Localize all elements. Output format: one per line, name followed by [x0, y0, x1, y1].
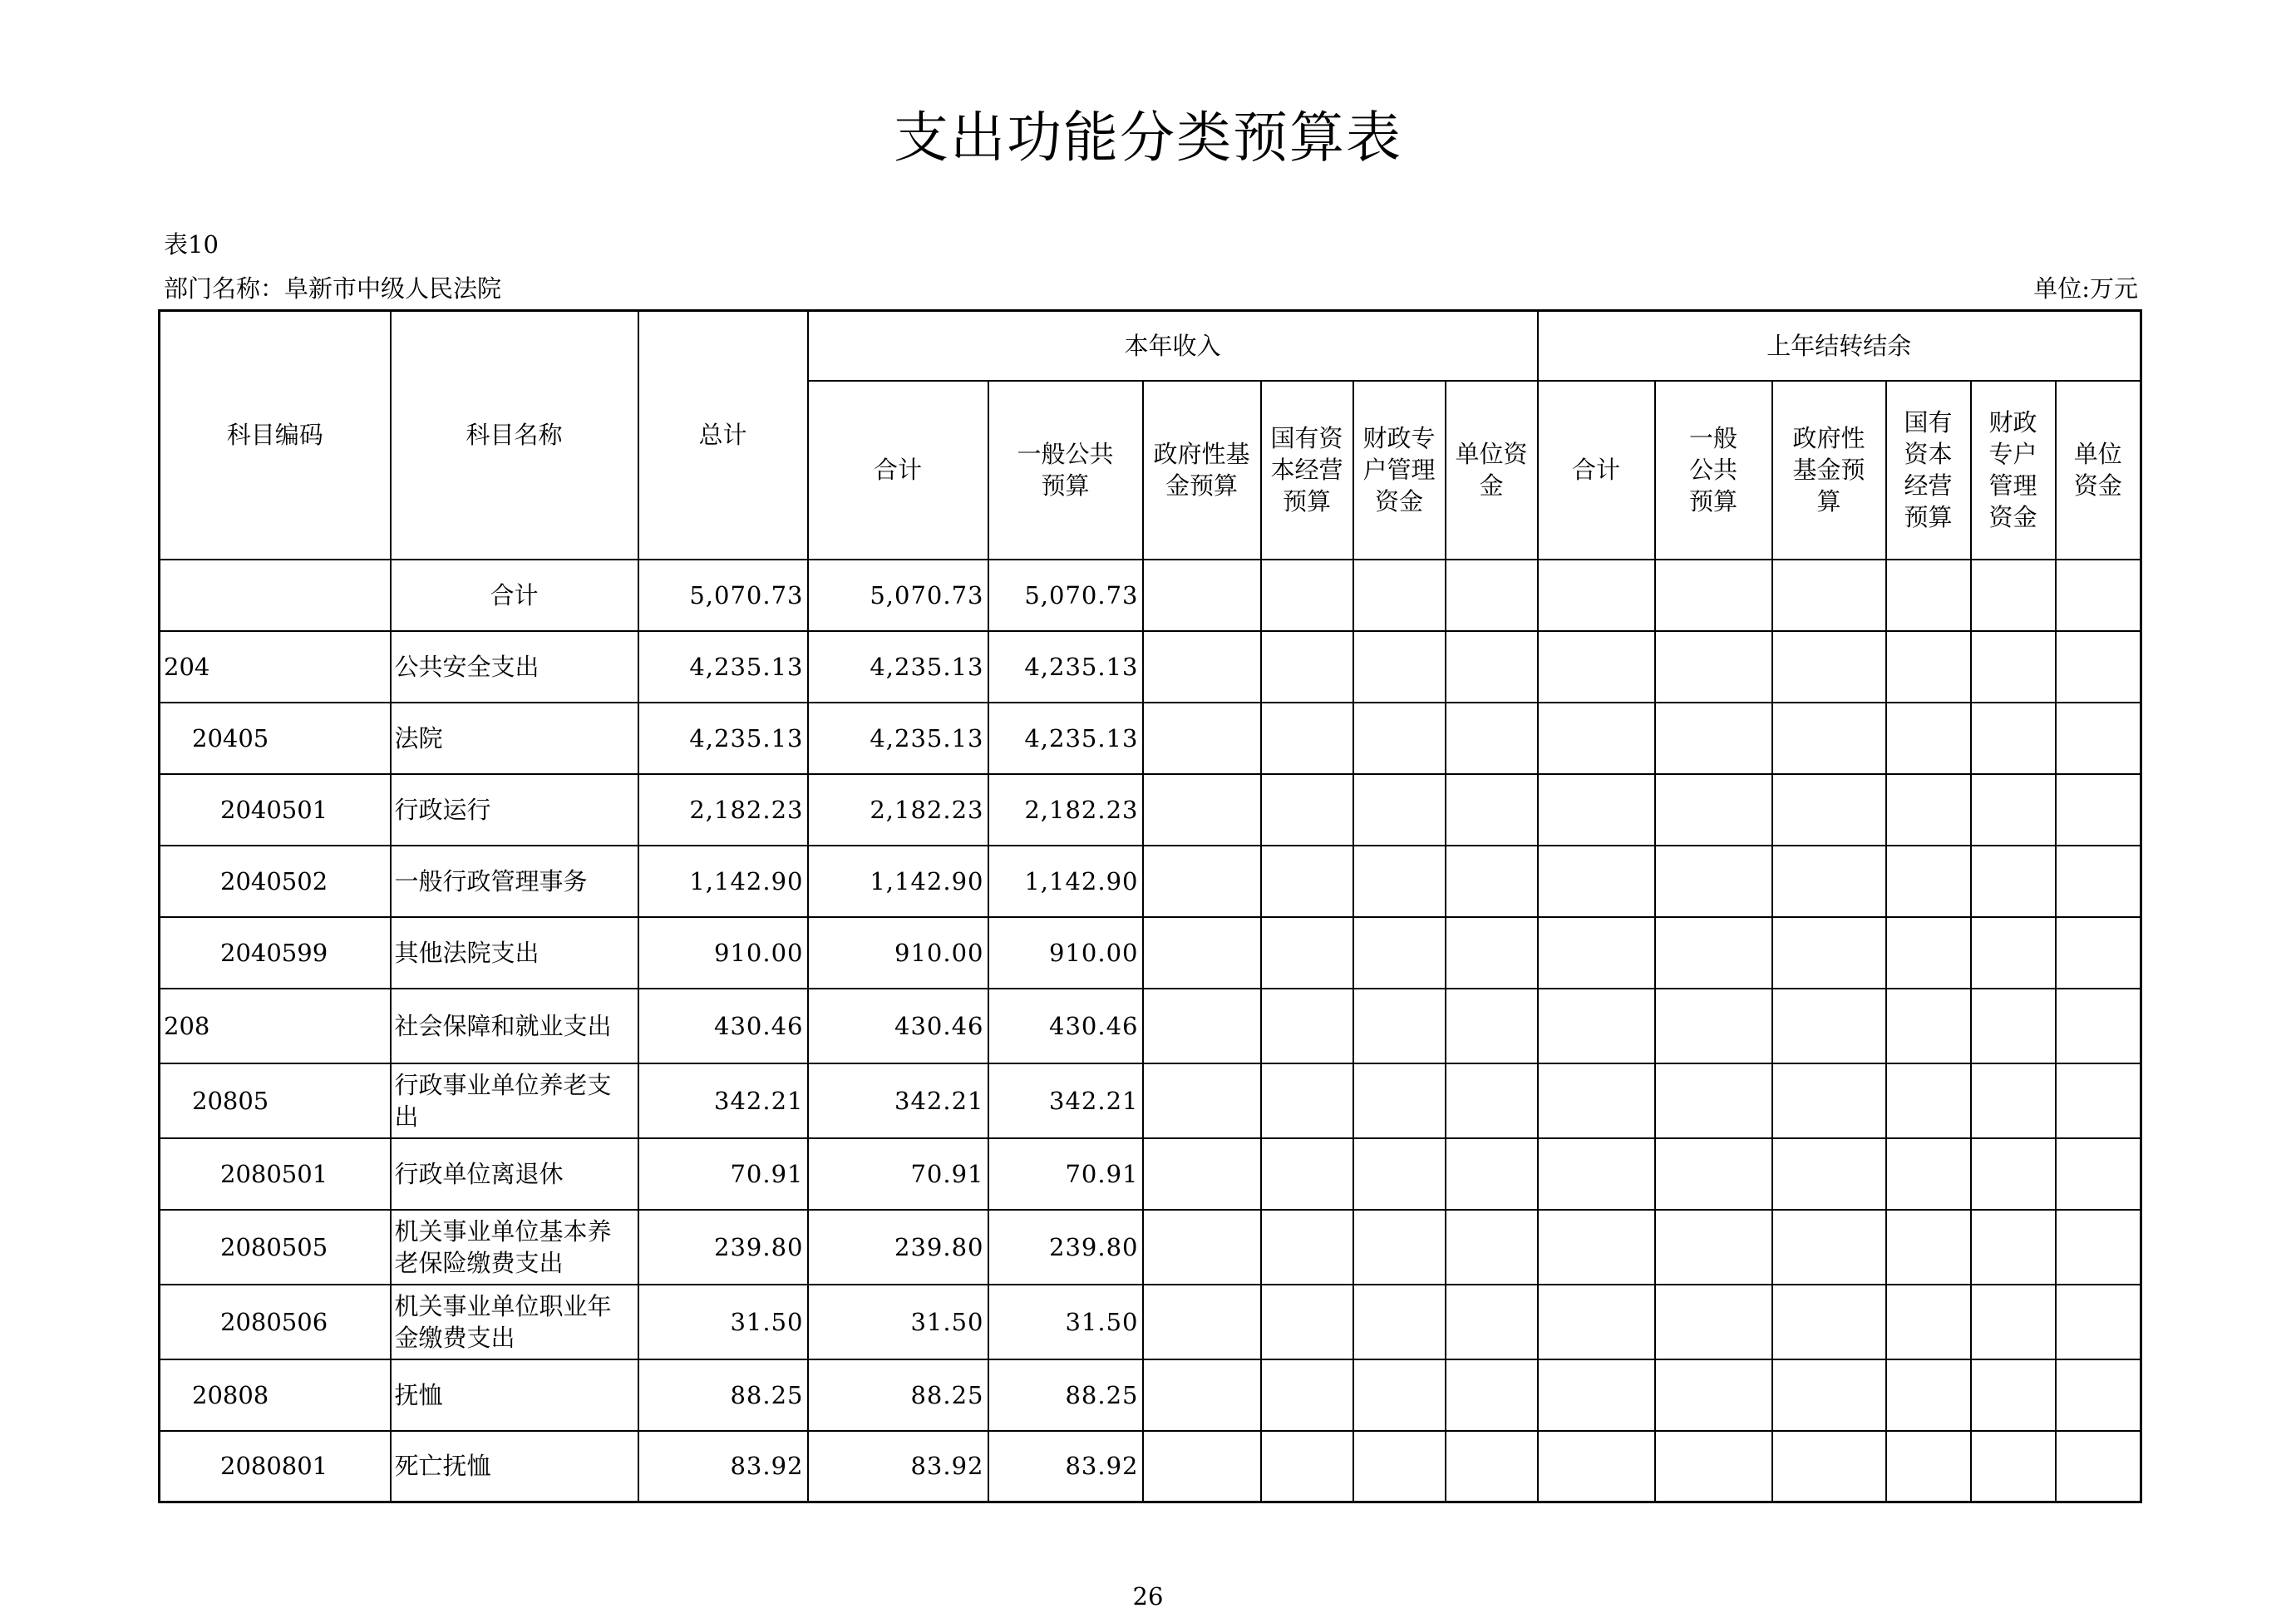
row-code: 2040599 — [160, 917, 391, 989]
row-empty-cell — [1261, 1431, 1353, 1502]
row-empty-cell — [1261, 989, 1353, 1063]
row-empty-cell — [2056, 560, 2141, 631]
row-total: 88.25 — [638, 1359, 808, 1431]
row-current-general: 239.80 — [988, 1210, 1143, 1285]
row-empty-cell — [1971, 1063, 2056, 1138]
row-empty-cell — [2056, 1359, 2141, 1431]
row-empty-cell — [1655, 560, 1772, 631]
row-total: 5,070.73 — [638, 560, 808, 631]
row-empty-cell — [1143, 1285, 1261, 1359]
row-empty-cell — [1772, 631, 1886, 703]
row-empty-cell — [1886, 1431, 1971, 1502]
header-code: 科目编码 — [160, 311, 391, 560]
row-empty-cell — [1655, 917, 1772, 989]
row-empty-cell — [1446, 1210, 1538, 1285]
row-empty-cell — [1353, 1431, 1446, 1502]
row-total: 4,235.13 — [638, 703, 808, 774]
row-empty-cell — [1772, 1063, 1886, 1138]
row-empty-cell — [1446, 917, 1538, 989]
table-row — [160, 989, 2141, 1063]
row-code: 208 — [160, 989, 391, 1063]
row-current-general: 910.00 — [988, 917, 1143, 989]
row-empty-cell — [1971, 1210, 2056, 1285]
row-empty-cell — [1971, 631, 2056, 703]
row-empty-cell — [1446, 703, 1538, 774]
row-current-general: 31.50 — [988, 1285, 1143, 1359]
row-name: 公共安全支出 — [391, 631, 638, 703]
row-empty-cell — [1655, 1210, 1772, 1285]
row-empty-cell — [1261, 1063, 1353, 1138]
row-empty-cell — [1261, 846, 1353, 917]
header-prior-special-fund: 财政专户管理资金 — [1971, 381, 2056, 560]
row-empty-cell — [1446, 1285, 1538, 1359]
row-current-subtotal: 83.92 — [808, 1431, 988, 1502]
row-total: 430.46 — [638, 989, 808, 1063]
row-code: 2080505 — [160, 1210, 391, 1285]
row-empty-cell — [1538, 631, 1655, 703]
row-current-general: 430.46 — [988, 989, 1143, 1063]
row-empty-cell — [1353, 560, 1446, 631]
row-empty-cell — [1446, 1431, 1538, 1502]
row-empty-cell — [1143, 560, 1261, 631]
row-empty-cell — [1261, 1138, 1353, 1210]
header-prior-state-capital: 国有资本经营预算 — [1886, 381, 1971, 560]
row-empty-cell — [2056, 989, 2141, 1063]
row-empty-cell — [1971, 1431, 2056, 1502]
row-empty-cell — [1772, 989, 1886, 1063]
row-current-general: 70.91 — [988, 1138, 1143, 1210]
row-current-subtotal: 430.46 — [808, 989, 988, 1063]
row-empty-cell — [1261, 560, 1353, 631]
row-empty-cell — [1971, 917, 2056, 989]
row-empty-cell — [1446, 846, 1538, 917]
header-prior-general: 一般公共预算 — [1655, 381, 1772, 560]
row-empty-cell — [1538, 1210, 1655, 1285]
row-empty-cell — [1772, 1359, 1886, 1431]
row-empty-cell — [1353, 703, 1446, 774]
row-empty-cell — [2056, 1285, 2141, 1359]
header-current-general: 一般公共预算 — [988, 381, 1143, 560]
table-row — [160, 774, 2141, 846]
row-empty-cell — [1772, 1138, 1886, 1210]
row-empty-cell — [1261, 631, 1353, 703]
department-name: 部门名称：阜新市中级人民法院 — [164, 274, 502, 303]
row-empty-cell — [1143, 1210, 1261, 1285]
row-empty-cell — [1655, 1138, 1772, 1210]
row-empty-cell — [1886, 846, 1971, 917]
row-empty-cell — [1538, 703, 1655, 774]
row-empty-cell — [1655, 1431, 1772, 1502]
row-empty-cell — [1971, 1285, 2056, 1359]
header-total: 总计 — [638, 311, 808, 560]
row-empty-cell — [1353, 1359, 1446, 1431]
row-empty-cell — [1886, 989, 1971, 1063]
row-empty-cell — [2056, 1138, 2141, 1210]
row-empty-cell — [1143, 1138, 1261, 1210]
row-empty-cell — [1538, 1359, 1655, 1431]
row-empty-cell — [1538, 560, 1655, 631]
row-empty-cell — [1538, 1063, 1655, 1138]
row-empty-cell — [1353, 989, 1446, 1063]
row-empty-cell — [1353, 774, 1446, 846]
row-empty-cell — [1538, 1138, 1655, 1210]
header-current-special-fund: 财政专户管理资金 — [1353, 381, 1446, 560]
row-name: 行政单位离退休 — [391, 1138, 638, 1210]
table-row — [160, 1210, 2141, 1285]
row-empty-cell — [1772, 703, 1886, 774]
row-empty-cell — [1971, 774, 2056, 846]
table-number: 表10 — [164, 230, 219, 259]
row-empty-cell — [1886, 703, 1971, 774]
row-current-general: 4,235.13 — [988, 703, 1143, 774]
row-code: 2080501 — [160, 1138, 391, 1210]
row-empty-cell — [1446, 631, 1538, 703]
row-empty-cell — [1886, 1063, 1971, 1138]
row-empty-cell — [1886, 560, 1971, 631]
row-empty-cell — [1772, 774, 1886, 846]
budget-table — [158, 309, 2142, 1503]
row-name: 合计 — [391, 560, 638, 631]
row-empty-cell — [1353, 917, 1446, 989]
row-empty-cell — [1353, 1063, 1446, 1138]
row-empty-cell — [1538, 917, 1655, 989]
table-row — [160, 846, 2141, 917]
row-empty-cell — [1446, 1138, 1538, 1210]
row-total: 70.91 — [638, 1138, 808, 1210]
unit-label: 单位:万元 — [2033, 274, 2138, 303]
row-empty-cell — [1886, 631, 1971, 703]
row-total: 342.21 — [638, 1063, 808, 1138]
row-name: 机关事业单位职业年金缴费支出 — [391, 1285, 638, 1359]
row-empty-cell — [1143, 1431, 1261, 1502]
row-empty-cell — [1971, 1138, 2056, 1210]
row-current-general: 342.21 — [988, 1063, 1143, 1138]
row-empty-cell — [1655, 631, 1772, 703]
row-empty-cell — [1446, 774, 1538, 846]
row-name: 法院 — [391, 703, 638, 774]
row-total: 4,235.13 — [638, 631, 808, 703]
row-empty-cell — [1971, 989, 2056, 1063]
table-row — [160, 1285, 2141, 1359]
row-empty-cell — [1143, 989, 1261, 1063]
row-empty-cell — [1886, 1210, 1971, 1285]
row-empty-cell — [1655, 1285, 1772, 1359]
row-current-subtotal: 31.50 — [808, 1285, 988, 1359]
row-current-general: 83.92 — [988, 1431, 1143, 1502]
row-empty-cell — [1353, 846, 1446, 917]
row-current-subtotal: 2,182.23 — [808, 774, 988, 846]
row-empty-cell — [1538, 846, 1655, 917]
row-empty-cell — [1772, 1210, 1886, 1285]
row-empty-cell — [1886, 917, 1971, 989]
row-total: 31.50 — [638, 1285, 808, 1359]
header-current-subtotal: 合计 — [808, 381, 988, 560]
row-empty-cell — [1446, 1063, 1538, 1138]
row-name: 死亡抚恤 — [391, 1431, 638, 1502]
table-row — [160, 917, 2141, 989]
page-number: 26 — [1132, 1582, 1164, 1611]
row-empty-cell — [2056, 917, 2141, 989]
row-empty-cell — [1538, 989, 1655, 1063]
row-empty-cell — [1446, 989, 1538, 1063]
row-current-general: 4,235.13 — [988, 631, 1143, 703]
row-name: 抚恤 — [391, 1359, 638, 1431]
row-empty-cell — [1772, 846, 1886, 917]
row-empty-cell — [1143, 631, 1261, 703]
row-empty-cell — [2056, 846, 2141, 917]
row-empty-cell — [1886, 1138, 1971, 1210]
row-empty-cell — [1143, 846, 1261, 917]
header-prior-year-carryover: 上年结转结余 — [1538, 311, 2141, 381]
row-empty-cell — [1655, 1063, 1772, 1138]
row-total: 83.92 — [638, 1431, 808, 1502]
row-code: 2040502 — [160, 846, 391, 917]
row-empty-cell — [1261, 1210, 1353, 1285]
table-row — [160, 1359, 2141, 1431]
table-row — [160, 560, 2141, 631]
row-code: 20805 — [160, 1063, 391, 1138]
header-row-groups — [160, 311, 2141, 381]
row-empty-cell — [1261, 917, 1353, 989]
row-name: 行政运行 — [391, 774, 638, 846]
row-empty-cell — [1353, 631, 1446, 703]
row-empty-cell — [1538, 1285, 1655, 1359]
header-current-year-income: 本年收入 — [808, 311, 1538, 381]
row-empty-cell — [1446, 1359, 1538, 1431]
row-empty-cell — [1772, 560, 1886, 631]
table-row — [160, 631, 2141, 703]
row-empty-cell — [1772, 1285, 1886, 1359]
table-row — [160, 1063, 2141, 1138]
row-total: 239.80 — [638, 1210, 808, 1285]
row-code: 20405 — [160, 703, 391, 774]
row-current-subtotal: 4,235.13 — [808, 703, 988, 774]
row-current-general: 1,142.90 — [988, 846, 1143, 917]
row-total: 910.00 — [638, 917, 808, 989]
header-current-unit-fund: 单位资金 — [1446, 381, 1538, 560]
table-row — [160, 703, 2141, 774]
row-code — [160, 560, 391, 631]
row-empty-cell — [2056, 1210, 2141, 1285]
row-current-subtotal: 342.21 — [808, 1063, 988, 1138]
row-empty-cell — [1886, 774, 1971, 846]
row-current-general: 2,182.23 — [988, 774, 1143, 846]
row-empty-cell — [1772, 917, 1886, 989]
row-empty-cell — [1261, 774, 1353, 846]
row-current-subtotal: 5,070.73 — [808, 560, 988, 631]
row-code: 204 — [160, 631, 391, 703]
row-current-subtotal: 910.00 — [808, 917, 988, 989]
row-total: 2,182.23 — [638, 774, 808, 846]
row-name: 行政事业单位养老支出 — [391, 1063, 638, 1138]
row-code: 2040501 — [160, 774, 391, 846]
row-empty-cell — [1655, 703, 1772, 774]
row-empty-cell — [1143, 703, 1261, 774]
row-empty-cell — [1655, 989, 1772, 1063]
row-empty-cell — [1971, 846, 2056, 917]
row-empty-cell — [1538, 774, 1655, 846]
row-empty-cell — [1143, 1359, 1261, 1431]
header-prior-subtotal: 合计 — [1538, 381, 1655, 560]
row-empty-cell — [1886, 1359, 1971, 1431]
row-empty-cell — [1772, 1431, 1886, 1502]
row-empty-cell — [1261, 703, 1353, 774]
row-current-subtotal: 70.91 — [808, 1138, 988, 1210]
row-empty-cell — [1261, 1359, 1353, 1431]
row-name: 一般行政管理事务 — [391, 846, 638, 917]
header-prior-unit-fund: 单位资金 — [2056, 381, 2141, 560]
row-empty-cell — [1261, 1285, 1353, 1359]
row-empty-cell — [1143, 1063, 1261, 1138]
row-code: 20808 — [160, 1359, 391, 1431]
header-prior-gov-fund: 政府性基金预算 — [1772, 381, 1886, 560]
row-empty-cell — [2056, 1431, 2141, 1502]
row-empty-cell — [1655, 846, 1772, 917]
row-current-general: 88.25 — [988, 1359, 1143, 1431]
row-empty-cell — [1143, 774, 1261, 846]
row-empty-cell — [1971, 703, 2056, 774]
header-current-state-capital: 国有资本经营预算 — [1261, 381, 1353, 560]
row-total: 1,142.90 — [638, 846, 808, 917]
row-empty-cell — [1538, 1431, 1655, 1502]
row-current-subtotal: 88.25 — [808, 1359, 988, 1431]
row-empty-cell — [1353, 1285, 1446, 1359]
page-title: 支出功能分类预算表 — [894, 106, 1402, 170]
row-current-general: 5,070.73 — [988, 560, 1143, 631]
row-empty-cell — [1886, 1285, 1971, 1359]
row-name: 机关事业单位基本养老保险缴费支出 — [391, 1210, 638, 1285]
row-empty-cell — [2056, 1063, 2141, 1138]
row-empty-cell — [2056, 631, 2141, 703]
header-name: 科目名称 — [391, 311, 638, 560]
row-empty-cell — [1143, 917, 1261, 989]
row-code: 2080801 — [160, 1431, 391, 1502]
row-empty-cell — [1655, 774, 1772, 846]
row-empty-cell — [1446, 560, 1538, 631]
row-code: 2080506 — [160, 1285, 391, 1359]
row-current-subtotal: 4,235.13 — [808, 631, 988, 703]
row-empty-cell — [1655, 1359, 1772, 1431]
row-empty-cell — [2056, 774, 2141, 846]
row-current-subtotal: 239.80 — [808, 1210, 988, 1285]
row-empty-cell — [2056, 703, 2141, 774]
row-name: 社会保障和就业支出 — [391, 989, 638, 1063]
row-empty-cell — [1971, 560, 2056, 631]
header-current-gov-fund: 政府性基金预算 — [1143, 381, 1261, 560]
row-empty-cell — [1353, 1210, 1446, 1285]
row-empty-cell — [1353, 1138, 1446, 1210]
row-current-subtotal: 1,142.90 — [808, 846, 988, 917]
table-row — [160, 1138, 2141, 1210]
row-name: 其他法院支出 — [391, 917, 638, 989]
table-row — [160, 1431, 2141, 1502]
row-empty-cell — [1971, 1359, 2056, 1431]
